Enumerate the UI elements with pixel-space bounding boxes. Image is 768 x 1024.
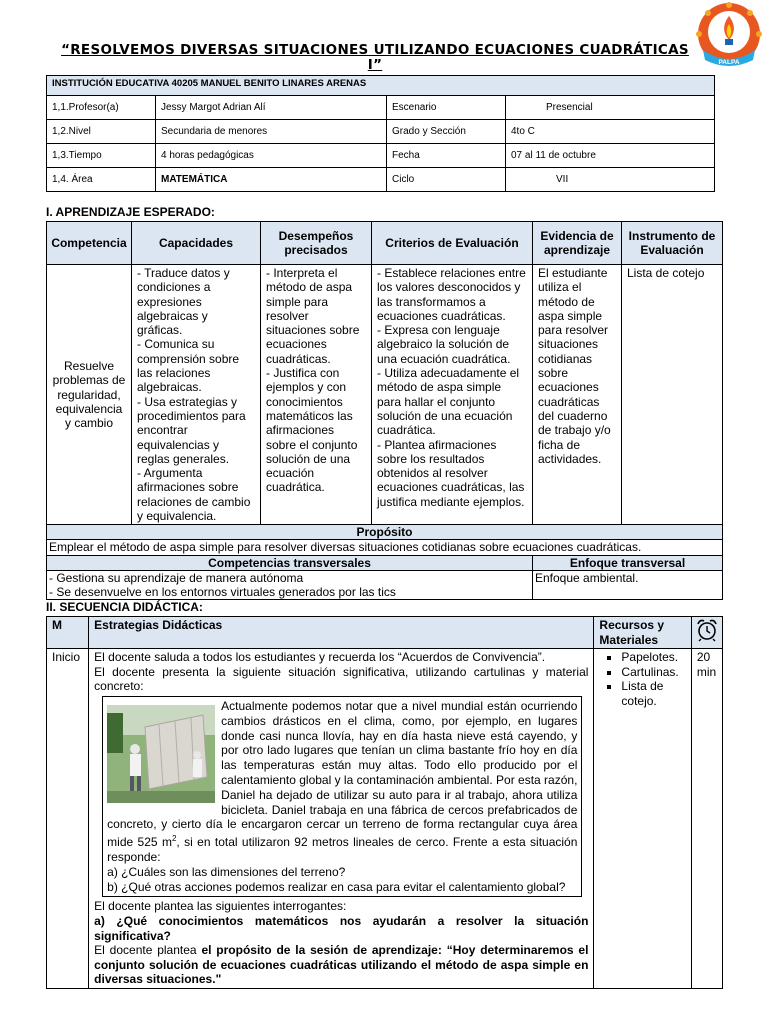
info-row [47, 120, 715, 144]
paragraph [94, 943, 588, 987]
col-header: Criterios de Evaluación [372, 222, 533, 265]
info-value: Jessy Margot Adrian Alí [156, 96, 387, 120]
info-key: Escenario [387, 96, 506, 120]
info-key: 1,3.Tiempo [47, 144, 156, 168]
desempenos-cell: - Interpreta el método de aspa simple para resolver situaciones sobre ecuaciones cuadráticas. - Justifica con ejemplos y con conocimientos matemáticos las afirmaciones sobre el conjunto solución de una ecuación cuadrática. [261, 265, 372, 525]
paragraph: El docente plantea las siguientes interrogantes: [94, 899, 347, 914]
transversal-item: - Gestiona su aprendizaje de manera autónoma [49, 570, 304, 585]
transversales-label: Competencias transversales [47, 555, 533, 570]
criterios-cell: - Establece relaciones entre los valores desconocidos y las transformamos a ecuaciones cuadráticas. - Expresa con lenguaje algebraico la solución de una ecuación cuadrática. - Utiliza adecuadamente el método de aspa simple para hallar el conjunto solución de una ecuación cuadrática. - Plantea afirmaciones sobre los resultados obtenidos al resolver ecuaciones cuadráticas, las justifica mediante ejemplos. [372, 265, 533, 525]
alarm-clock-icon [696, 618, 718, 642]
info-value: 07 al 11 de octubre [506, 144, 715, 168]
superscript: 2 [171, 834, 177, 844]
capacidades-cell: - Traduce datos y condiciones a expresiones algebraicas y gráficas. - Comunica su comprensión sobre las relaciones algebraicas. - Usa estrategias y procedimientos para encontrar equivalencias y reglas generales. - Argumenta afirmaciones sobre relaciones de cambio y equivalencia. [132, 265, 261, 525]
info-table [46, 75, 715, 192]
list-item: ▪ Cartulinas. [621, 665, 685, 680]
info-value: MATEMÁTICA [156, 168, 387, 192]
transversales-cell [47, 570, 533, 600]
info-value: 4to C [506, 120, 715, 144]
col-header: M [47, 617, 89, 649]
alarm-clock-icon [691, 617, 722, 649]
info-row [47, 168, 715, 192]
col-header: Recursos y Materiales [594, 617, 691, 649]
paragraph: El docente presenta la siguiente situación significativa, utilizando cartulinas y material concreto: [94, 664, 589, 694]
competencia-cell: Resuelve problemas de regularidad, equivalencia y cambio [47, 265, 132, 525]
info-row [47, 144, 715, 168]
document-title: “RESOLVEMOS DIVERSAS SITUACIONES UTILIZANDO ECUACIONES CUADRÁTICAS I” [61, 42, 689, 73]
col-header: Instrumento de Evaluación [622, 222, 723, 265]
question-b: b) ¿Qué otras acciones podemos realizar en casa para evitar el calentamiento global? [107, 879, 566, 894]
col-header: Evidencia de aprendizaje [533, 222, 622, 265]
paragraph-part: El docente plantea [94, 943, 202, 958]
col-header: Desempeños precisados [261, 222, 372, 265]
aprendizaje-table [46, 221, 723, 600]
paragraph-part: el propósito de la sesión de aprendizaje [201, 943, 438, 958]
proposito-label: Propósito [47, 525, 723, 540]
section-heading: II. SECUENCIA DIDÁCTICA: [46, 600, 203, 614]
info-value: Secundaria de menores [156, 120, 387, 144]
recursos-cell [594, 649, 691, 989]
situacion-box [102, 696, 582, 897]
school-logo [695, 2, 763, 70]
paragraph-part: : “Hoy determinaremos el conjunto solución de ecuaciones cuadráticas utilizando el método de aspa simple en diversas situaciones." [94, 943, 589, 987]
list-item: ▪ Papelotes. [621, 650, 685, 665]
info-value: Presencial [506, 96, 715, 120]
paragraph: a) ¿Qué conocimientos matemáticos nos ayudarán a resolver la situación significativa? [94, 913, 589, 943]
wall-photo [107, 705, 215, 803]
col-header: Competencia [47, 222, 132, 265]
secuencia-table [46, 616, 723, 989]
instrumento-cell: Lista de cotejo [622, 265, 723, 525]
estrategias-cell [89, 649, 594, 989]
col-header: Estrategias Didácticas [89, 617, 594, 649]
info-value: VII [506, 168, 715, 192]
enfoque-label: Enfoque transversal [533, 555, 723, 570]
tiempo-cell: 20 min [691, 649, 722, 989]
momento-cell: Inicio [47, 649, 89, 989]
question-a: a) ¿Cuáles son las dimensiones del terreno? [107, 864, 346, 879]
logo-text: PALPA [718, 59, 740, 66]
info-value: 4 horas pedagógicas [156, 144, 387, 168]
info-key: 1,4. Área [47, 168, 156, 192]
transversal-item: - Se desenvuelve en los entornos virtuales generados por las tics [49, 584, 396, 599]
info-key: Fecha [387, 144, 506, 168]
evidencia-cell: El estudiante utiliza el método de aspa simple para resolver situaciones cotidianas sobre ecuaciones cuadráticas del cuaderno de trabajo y/o ficha de actividades. [533, 265, 622, 525]
list-item: ▪ Lista de cotejo. [621, 679, 685, 708]
section-heading: I. APRENDIZAJE ESPERADO: [46, 205, 215, 219]
info-key: Ciclo [387, 168, 506, 192]
situacion-text: Actualmente podemos notar que a nivel mundial están ocurriendo cambios drásticos en el clima, como, por ejemplo, en lugares donde casi nunca llovía, hay en día hasta nieve está cayendo, y por otro lado lugares que tenían un clima bastante frío hoy en día las temperaturas están muy altas. Todo ello producido por el calentamiento global y la contaminación ambiental. Por esta razón, Daniel ha dejado de utilizar su auto para ir al trabajo, ahora utiliza bicicleta. Daniel trabaja en una fábrica de cercos prefabricados de concreto, y cierto día le encargaron cercar un terreno de forma rectangular cuya área mide 525 m [107, 698, 578, 850]
institution-name: INSTITUCIÓN EDUCATIVA 40205 MANUEL BENITO LINARES ARENAS [47, 76, 715, 96]
info-key: 1,2.Nivel [47, 120, 156, 144]
enfoque-cell: Enfoque ambiental. [533, 570, 723, 600]
col-header: Capacidades [132, 222, 261, 265]
proposito-text: Emplear el método de aspa simple para resolver diversas situaciones cotidianas sobre ecuaciones cuadráticas. [47, 540, 723, 555]
info-key: Grado y Sección [387, 120, 506, 144]
paragraph: El docente saluda a todos los estudiantes y recuerda los “Acuerdos de Convivencia”. [94, 650, 546, 665]
info-key: 1,1.Profesor(a) [47, 96, 156, 120]
situacion-text-end: , si en total utilizaron 92 metros lineales de cerco. Frente a esta situación responde: [107, 835, 578, 864]
info-row [47, 96, 715, 120]
